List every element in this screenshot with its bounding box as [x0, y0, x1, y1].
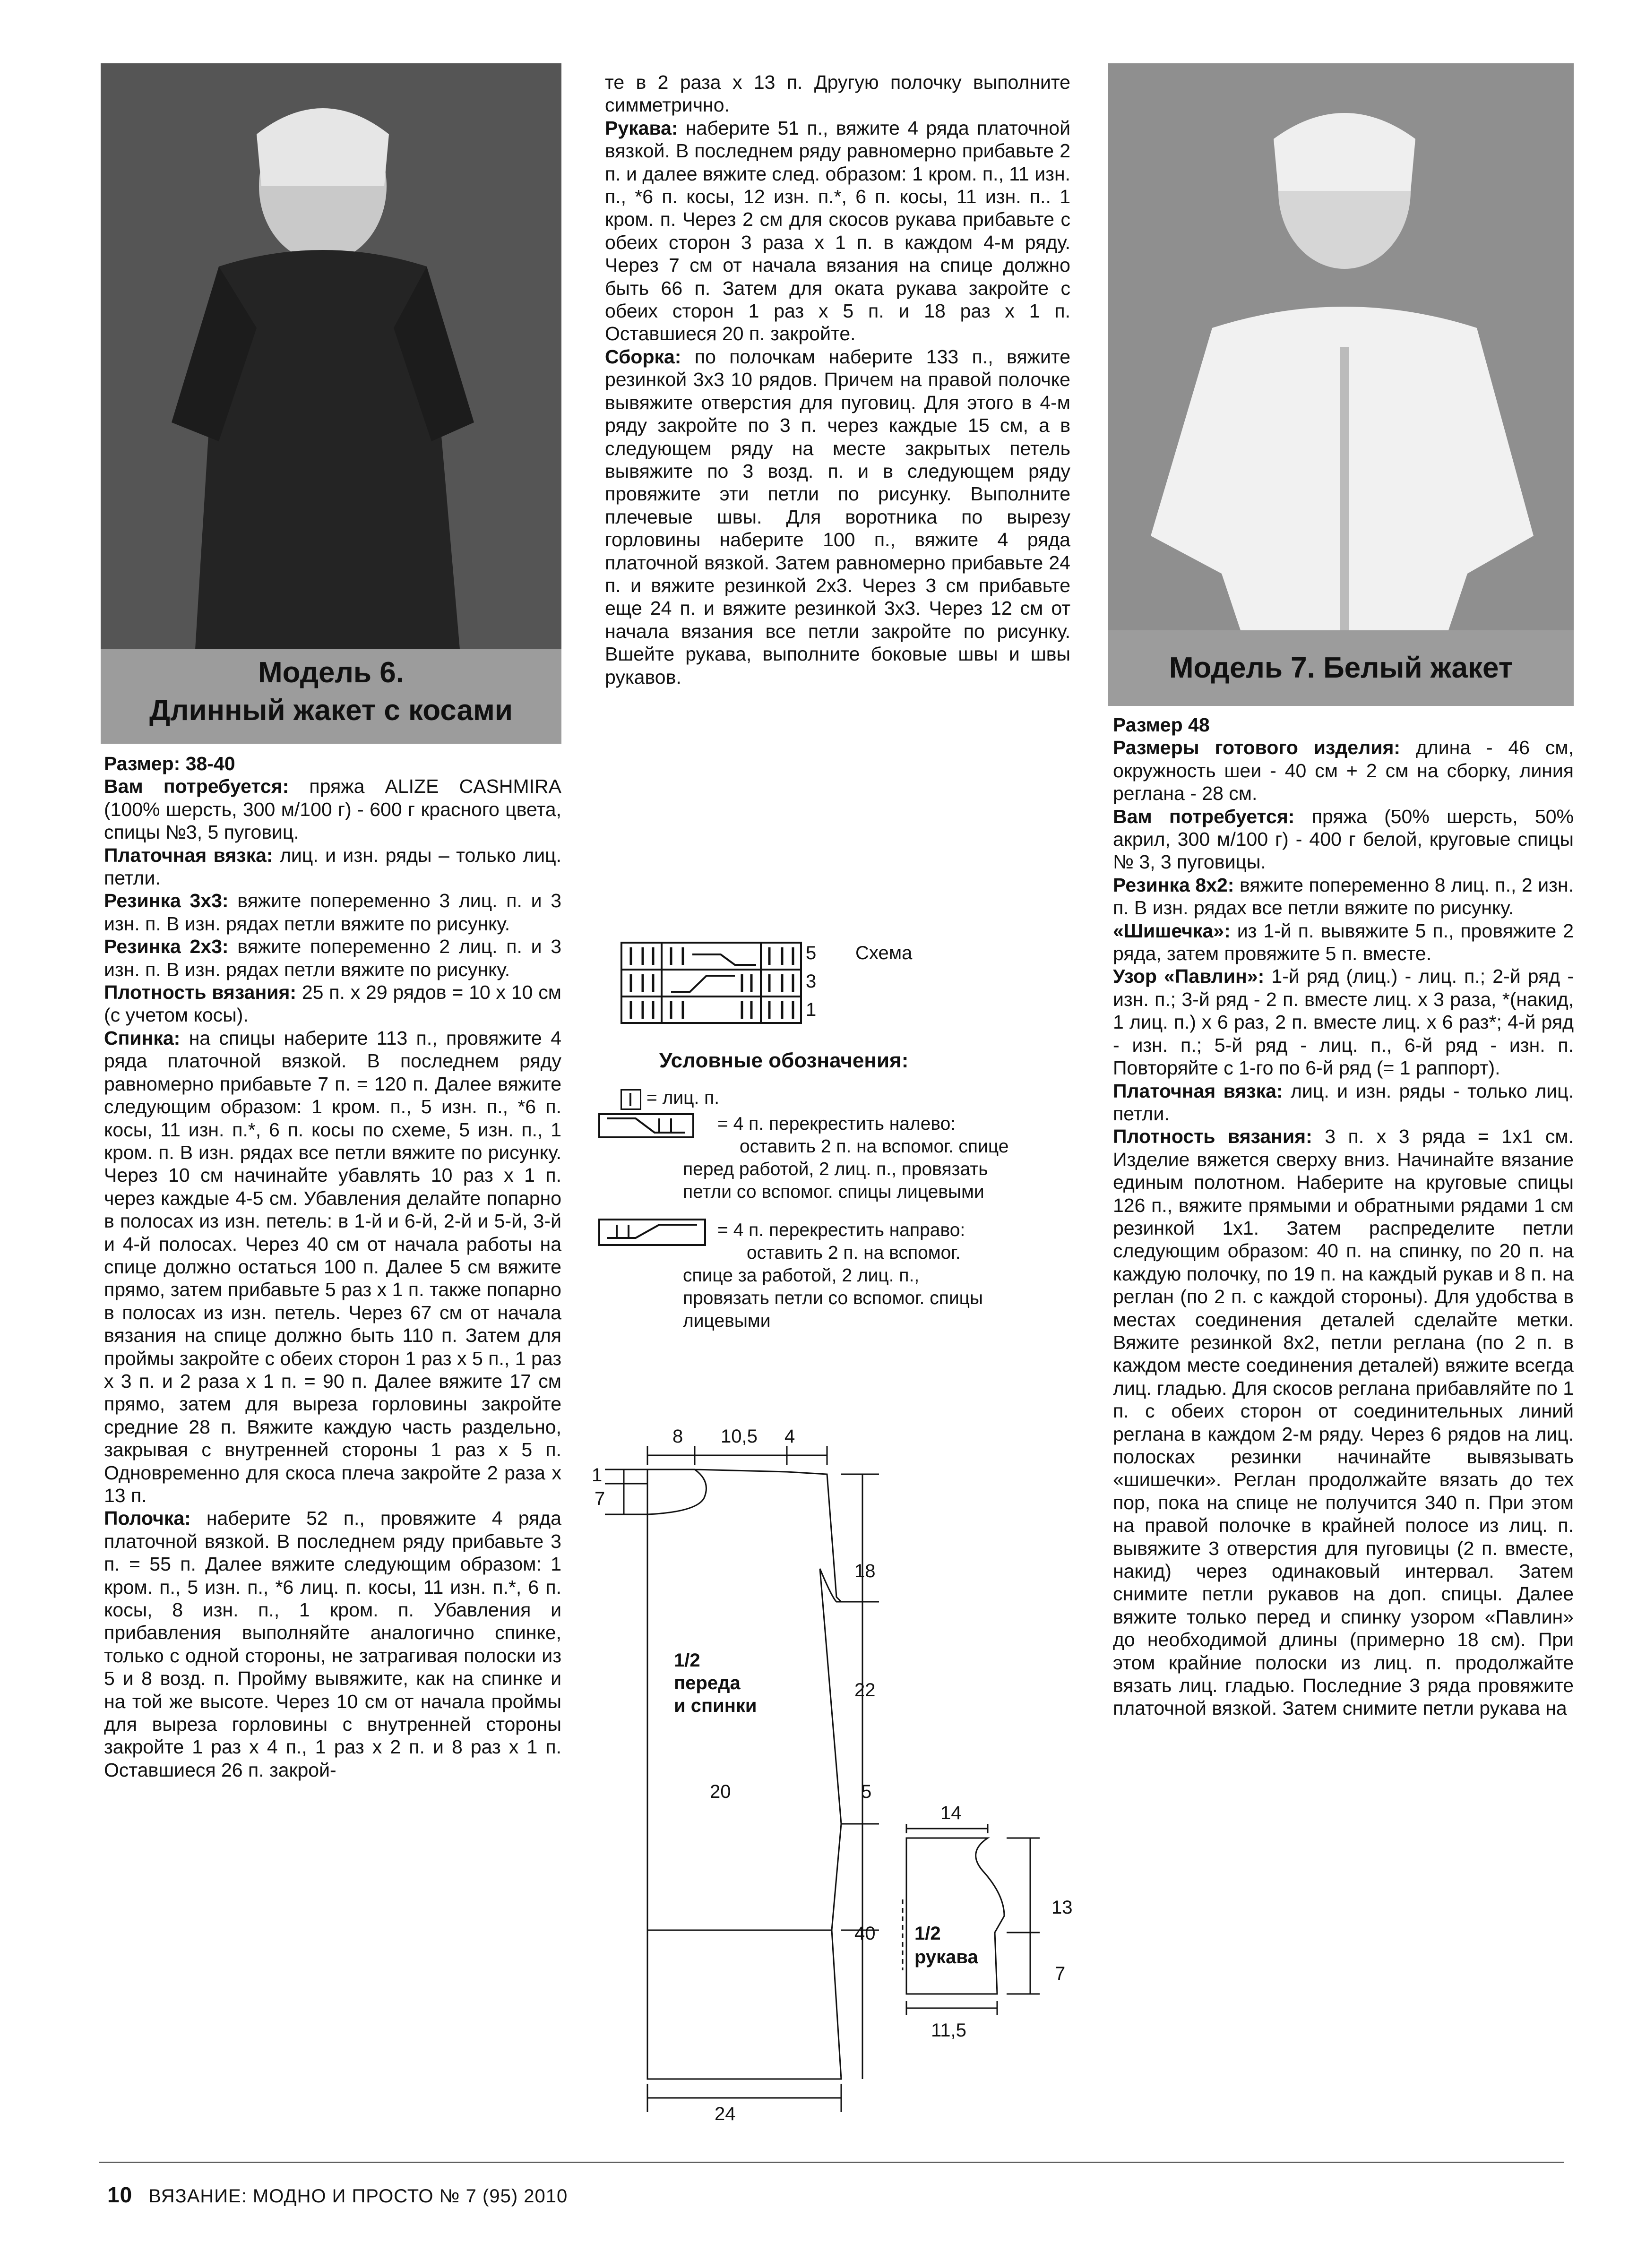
legend-cross-right-2: оставить 2 п. на вспомог.: [747, 1243, 961, 1263]
model6-caption: [101, 649, 561, 744]
body-dim-right-22: 22: [854, 1680, 876, 1701]
paragraph: [104, 752, 561, 775]
legend-cross-right-3: спице за работой, 2 лиц. п.,: [683, 1265, 920, 1286]
paragraph-heading: «Шишечка»:: [1113, 919, 1231, 942]
paragraph-heading: Резинка 2х3:: [104, 936, 229, 958]
paragraph-text: вяжите попеременно 3 лиц. п. и 3 изн. п. В изн. рядах петли вяжите по рисунку.: [104, 890, 562, 935]
cable-scheme-chart: [619, 940, 808, 1030]
paragraph-text: 3 п. х 3 ряда = 1х1 см. Изделие вяжется сверху вниз. Начинайте вязание единым полотном. Наберите на круговые спицы 126 п., вяжите прямыми и обратными рядами 1 см резинкой 1х1. Затем распределите петли следующим образом: 40 п. на спинку, по 20 п. на каждую полочку, по 19 п. на каждый рукав и 8 п. на реглан (по 2 п. с каждой стороны). Для удобства в местах соединения деталей сделайте метки. Вяжите резинкой 8х2, петли реглана (по 2 п. в каждом месте соединения деталей) вяжите всегда лиц. гладью. Для скосов реглана прибавляйте по 1 п. с обеих сторон от соединительных линий реглана в каждом 2-м ряду. Через 6 рядов на лиц. полосках резинки начинайте вывязывать «шишечки». Реглан продолжайте вязать до тех пор, пока на спице не получится 340 п. При этом на правой полочке в крайней полосе из лиц. п. вывяжите 3 отверстия для пуговицы (2 п. вместе, накид) через одинаковый интервал. Затем снимите петли рукавов на доп. спицы. Далее вяжите только перед и спинку узором «Павлин» до необходимой длины (примерно 18 см). При этом крайние полоски из лиц. п. продолжайте вязать лиц. гладью. Последние 3 ряда провяжите платочной вязкой. Затем снимите петли рукава на: [1113, 1125, 1574, 1719]
paragraph: [1113, 965, 1574, 1079]
sleeve-piece-label-1: 1/2: [914, 1923, 941, 1944]
paragraph-heading: Платочная вязка:: [104, 844, 273, 866]
cross-right-symbol-icon: [598, 1218, 707, 1246]
paragraph-heading: Рукава:: [605, 117, 678, 139]
paragraph: [1113, 919, 1574, 965]
paragraph-text: из 1-й п. вывяжите 5 п., провяжите 2 ряда, затем провяжите 5 п. вместе.: [1113, 919, 1574, 965]
paragraph-text: пряжа ALIZE CASHMIRA (100% шерсть, 300 м/100 г) - 600 г красного цвета, спицы №3, 5 пуговиц.: [104, 775, 561, 843]
paragraph-heading: Сборка:: [605, 345, 681, 368]
sleeve-dim-bottom-11-5: 11,5: [931, 2020, 966, 2041]
paragraph: [104, 935, 561, 981]
paragraph: [104, 1507, 561, 1781]
legend-cross-left-3: перед работой, 2 лиц. п., провязать: [683, 1159, 988, 1179]
model7-caption: [1108, 630, 1574, 706]
legend-cross-left-1: = 4 п. перекрестить налево:: [717, 1114, 956, 1134]
paragraph-text: те в 2 раза х 13 п. Другую полочку выполните симметрично.: [605, 71, 1070, 116]
body-dim-bottom-24: 24: [715, 2104, 736, 2124]
legend-cross-right-5: лицевыми: [683, 1311, 771, 1331]
paragraph-heading: Резинка 8х2:: [1113, 874, 1234, 896]
paragraph-text: по полочкам наберите 133 п., вяжите резинкой 3х3 10 рядов. Причем на правой полочке вывяжите отверстия для пуговиц. Для этого в 4-м ряду закройте по 3 п. через каждые 15 см, а в следующем ряду на месте закрытых петель вывяжите по 3 возд. п. и в следующем ряду провяжите эти петли по рисунку. Выполните плечевые швы. Для воротника по вырезу горловины наберите 100 п., вяжите 4 ряда платочной вязкой. Затем равномерно прибавьте 24 п. и вяжите резинкой 2х3. Через 3 см прибавьте еще 24 п. и вяжите резинкой 3х3. Через 12 см от начала вязания все петли закройте по рисунку. Вшейте рукава, выполните боковые швы и швы рукавов.: [605, 345, 1070, 688]
paragraph-text: 1-й ряд (лиц.) - лиц. п.; 2-й ряд - изн. п.; 3-й ряд - 2 п. вместе лиц. х 3 раза, *(накид, 1 лиц. п.) х 6 раз, 2 п. вместе лиц. х 6 раз*; 4-й ряд - изн. п.; 5-й ряд - лиц. п., 6-й ряд - изн. п. Повторяйте с 1-го по 6-й ряд (= 1 раппорт).: [1113, 965, 1574, 1079]
model6-caption-line2: Длинный жакет с косами: [149, 694, 513, 727]
paragraph: [104, 844, 561, 890]
paragraph-heading: Плотность вязания:: [1113, 1125, 1312, 1148]
legend-cross-right-1: = 4 п. перекрестить направо:: [717, 1220, 965, 1240]
sleeve-dim-top-14: 14: [940, 1803, 962, 1823]
paragraph-text: лиц. и изн. ряды – только лиц. петли.: [104, 844, 561, 889]
right-column-text: [1113, 713, 1574, 1720]
paragraph: [605, 117, 1070, 345]
body-dim-top-10-5: 10,5: [721, 1426, 758, 1447]
paragraph: [1113, 805, 1574, 874]
sleeve-piece-label-2: рукава: [914, 1947, 978, 1967]
middle-column-text: [605, 71, 1070, 688]
body-dim-left-1: 1: [592, 1465, 603, 1486]
paragraph: [605, 71, 1070, 117]
paragraph-heading: Спинка:: [104, 1027, 181, 1049]
paragraph-heading: Резинка 3х3:: [104, 890, 229, 912]
paragraph: [1113, 874, 1574, 919]
legend-cross-left-2: оставить 2 п. на вспомог. спице: [740, 1136, 1009, 1157]
paragraph: [104, 889, 561, 935]
knit-stitch-symbol-icon: [620, 1089, 641, 1110]
paragraph-text: пряжа (50% шерсть, 50% акрил, 300 м/100 г) - 400 г белой, круговые спицы № 3, 3 пуговицы.: [1113, 805, 1574, 873]
paragraph-text: лиц. и изн. ряды - только лиц. петли.: [1113, 1080, 1574, 1125]
model7-photo: [1108, 63, 1574, 630]
magazine-title: ВЯЗАНИЕ: МОДНО И ПРОСТО № 7 (95) 2010: [148, 2186, 568, 2207]
paragraph-heading: Вам потребуется:: [1113, 805, 1295, 827]
body-piece-label-2: переда: [674, 1673, 741, 1693]
paragraph-heading: Размер: 38-40: [104, 753, 235, 774]
paragraph: [1113, 713, 1574, 736]
paragraph-text: на спицы наберите 113 п., провяжите 4 ряда платочной вязкой. В последнем ряду равномерно прибавьте 7 п. = 120 п. Далее вяжите следующим образом: 1 кром. п., 5 изн. п., *6 п. косы, 11 изн. п.*, 6 п. косы по схеме, 5 изн. п., 1 кром. п. В изн. рядах все петли вяжите по рисунку. Через 10 см начинайте убавлять 10 раз х 1 п. через каждые 4-5 см. Убавления делайте попарно в полосах из изн. петель: в 1-й и 6-й, 2-й и 5-й, 3-й и 4-й полосах. Через 40 см от начала работы на спице должно остаться 100 п. Далее 5 см вяжите прямо, затем прибавьте 5 раз х 1 п. также попарно в полосах из изн. петель. Через 67 см от начала вязания на спице должно быть 110 п. Затем для проймы закройте с обеих сторон 1 раз х 5 п., 1 раз х 3 п. и 2 раза х 1 п. = 90 п. Далее вяжите 17 см прямо, затем для выреза горловины закройте средние 28 п. Вяжите каждую часть раздельно, закрывая с внутренней стороны 1 раз х 5 п. Одновременно для скоса плеча закройте 2 раза х 13 п.: [104, 1027, 561, 1506]
paragraph: [1113, 1125, 1574, 1720]
legend-cross-right-4: провязать петли со вспомог. спицы: [683, 1288, 983, 1308]
body-dim-right-18: 18: [854, 1561, 876, 1581]
paragraph: [104, 1027, 561, 1507]
body-dim-mid-20: 20: [710, 1781, 731, 1802]
paragraph-heading: Размер 48: [1113, 714, 1210, 736]
left-column-text: [104, 752, 561, 1781]
legend-title: Условные обозначения:: [659, 1049, 909, 1072]
model6-photo: [101, 63, 561, 649]
paragraph-text: вяжите попеременно 8 лиц. п., 2 изн. п. В изн. рядах все петли вяжите по рисунку.: [1113, 874, 1574, 919]
paragraph-text: 25 п. х 29 рядов = 10 х 10 см (с учетом косы).: [104, 981, 561, 1026]
sleeve-dim-right-13: 13: [1051, 1897, 1073, 1918]
paragraph-heading: Узор «Павлин»:: [1113, 965, 1265, 988]
footer: [107, 2182, 568, 2208]
scheme-row-3: 3: [806, 971, 817, 992]
legend-cross-left-4: петли со вспомог. спицы лицевыми: [683, 1182, 984, 1202]
paragraph: [1113, 1080, 1574, 1125]
body-dim-left-7: 7: [595, 1488, 605, 1509]
paragraph: [104, 775, 561, 843]
body-dim-right-40: 40: [854, 1923, 876, 1944]
body-piece-label-3: и спинки: [674, 1695, 757, 1716]
sleeve-dim-right-7: 7: [1055, 1963, 1066, 1984]
paragraph: [104, 981, 561, 1027]
page-number: 10: [107, 2182, 133, 2207]
paragraph-text: наберите 52 п., провяжите 4 ряда платочной вязкой. В последнем ряду прибавьте 3 п. = 55 п. Далее вяжите следующим образом: 1 кром. п., 5 изн. п., *6 лиц. п. косы, 11 изн. п.*, 6 п. косы, 8 изн. п., 1 кром. п. Убавления и прибавления выполняйте аналогично спинке, только с одной стороны, не затрагивая полоски из 5 и 8 возд. п. Пройму вывяжите, как на спинке и на той же высоте. Через 10 см от начала проймы для выреза горловины с внутренней стороны закройте 1 раз х 4 п., 1 раз х 2 п. и 8 раз х 1 п. Оставшиеся 26 п. закрой-: [104, 1507, 561, 1781]
scheme-row-5: 5: [806, 943, 817, 963]
paragraph: [1113, 736, 1574, 805]
paragraph-heading: Плотность вязания:: [104, 981, 297, 1004]
paragraph: [605, 345, 1070, 688]
paragraph-heading: Размеры готового изделия:: [1113, 737, 1401, 759]
scheme-row-1: 1: [806, 999, 817, 1020]
body-dim-top-8: 8: [672, 1426, 683, 1447]
scheme-title: Схема: [855, 943, 913, 963]
model7-silhouette: [1108, 63, 1574, 630]
paragraph-text: наберите 51 п., вяжите 4 ряда платочной вязкой. В последнем ряду равномерно прибавьте 2 п. и далее вяжите след. образом: 1 кром. п., 11 изн. п., *6 п. косы, 12 изн. п.*, 6 п. косы, 11 изн. п.. 1 кром. п. Через 2 см для скосов рукава прибавьте с обеих сторон 3 раза х 1 п. в каждом 4-м ряду. Через 7 см от начала вязания на спице должно быть 66 п. Затем для оката рукава закройте с обеих сторон 1 раз х 5 п. и 18 раз х 1 п. Оставшиеся 20 п. закройте.: [605, 117, 1070, 345]
footer-rule: [99, 2162, 1564, 2163]
paragraph-heading: Полочка:: [104, 1507, 191, 1529]
body-dim-right-5: 5: [861, 1781, 872, 1802]
cross-left-symbol-icon: [598, 1113, 695, 1139]
model6-silhouette: [101, 63, 561, 649]
model6-caption-line1: Модель 6.: [258, 656, 404, 689]
model7-caption-text: Модель 7. Белый жакет: [1169, 652, 1513, 684]
legend-knit: = лиц. п.: [646, 1088, 720, 1108]
paragraph-heading: Вам потребуется:: [104, 775, 289, 798]
paragraph-heading: Платочная вязка:: [1113, 1080, 1283, 1102]
body-dim-top-4: 4: [784, 1426, 795, 1447]
paragraph-text: длина - 46 см, окружность шеи - 40 см + 2 см на сборку, линия реглана - 28 см.: [1113, 737, 1574, 805]
paragraph-text: вяжите попеременно 2 лиц. п. и 3 изн. п. В изн. рядах петли вяжите по рисунку.: [104, 936, 562, 980]
body-piece-label-1: 1/2: [674, 1650, 700, 1671]
